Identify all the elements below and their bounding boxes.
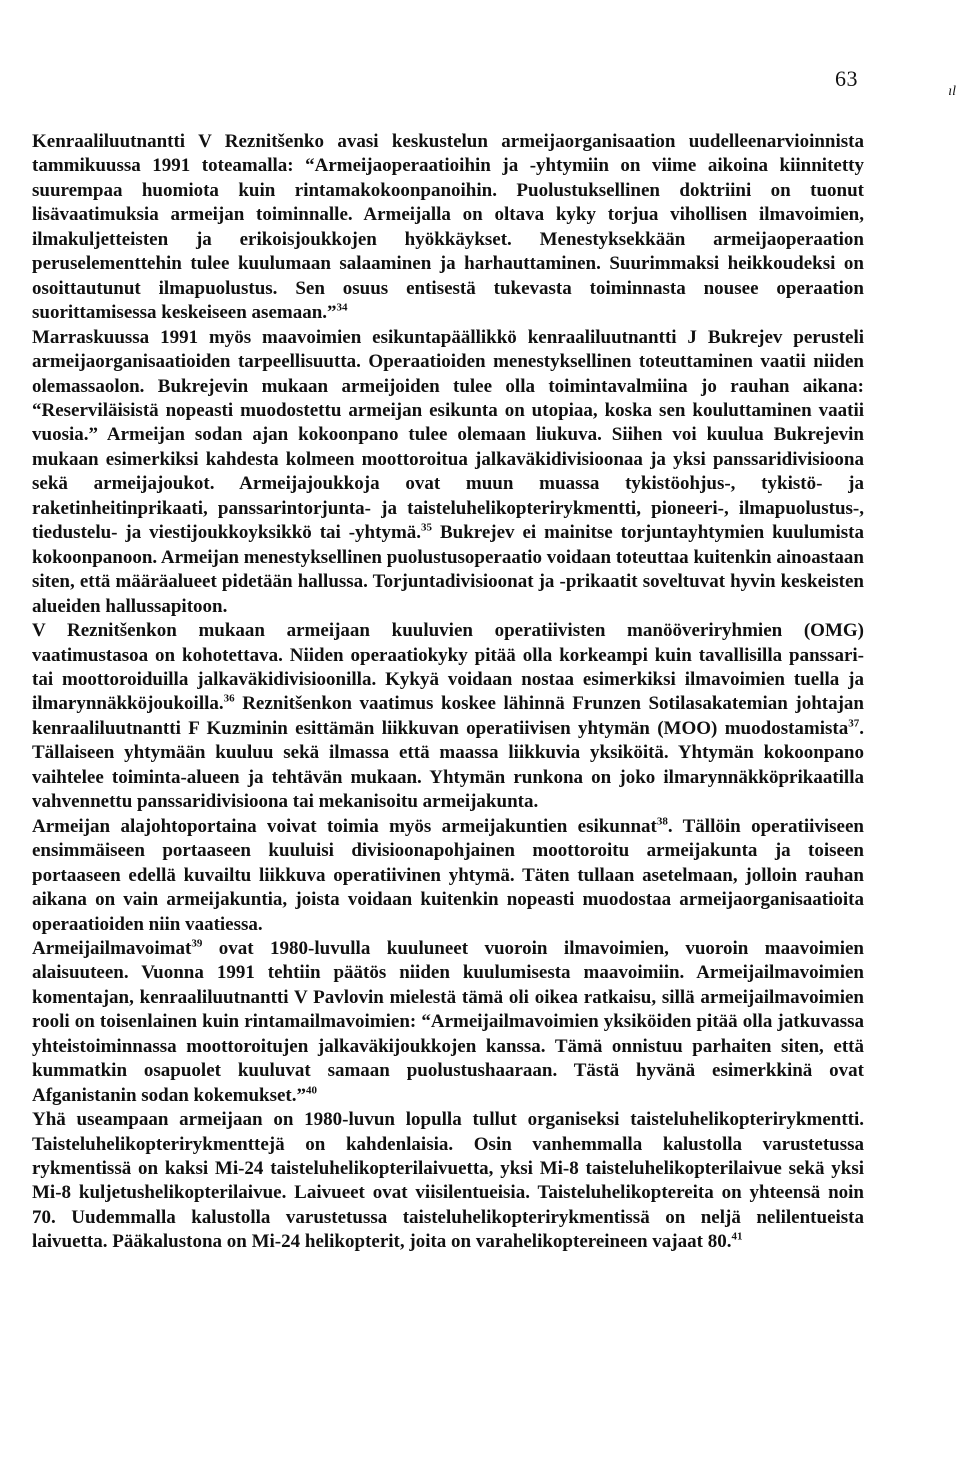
page-number: 63 [835, 66, 858, 91]
paragraph [32, 815, 864, 937]
paragraph-text: Armeijailmavoimat [32, 937, 192, 959]
paragraph-text: . Tällöin operatiiviseen ensimmäiseen portaaseen kuuluisi divisioonapohjainen moottoroitu armeijakunta ja toiseen portaaseen edellä kuvailtu liikkuva operatiivinen yhtymä. Täten tullaan asetelmaan, jolloin rauhan aikana on vain armeijakuntia, joista voidaan kuitenkin nopeasti muodostaa armeijaorganisaatioita operaatioiden niin vaatiessa. [32, 815, 864, 935]
paragraph [32, 937, 864, 1108]
footnote-ref: 39 [191, 937, 203, 950]
footnote-ref: 34 [336, 301, 348, 314]
footnote-ref: 36 [223, 693, 235, 706]
paragraph-text: Marraskuussa 1991 myös maavoimien esikuntapäällikkö kenraaliluutnantti J Bukrejev perusteli armeijaorganisaatioiden tarpeellisuutta. Operaatioiden menestyksellinen toteuttaminen vaatii niiden olemassaolon. Bukrejevin mukaan armeijoiden tulee olla toimintavalmiina jo rauhan aikana: “Reserviläisistä nopeasti muodostettu armeijan esikunta on utopiaa, koska sen kouluttaminen vaatii vuosia.” Armeijan sodan ajan kokoonpano tulee olemaan liukuva. Siihen voi kuulua Bukrejevin mukaan esimerkiksi kahdesta kolmeen moottoroitua jalkaväkidivisioonaa ja yksi panssaridivisioona sekä armeijajoukot. Armeijajoukkoja ovat muun muassa tykistöohjus-, tykistö- ja raketinheitinprikaati, panssarintorjunta- ja taisteluhelikopterirykmentti, pioneeri-, ilmapuolustus-, tiedustelu- ja viestijoukkoyksikkö tai -yhtymä. [32, 326, 864, 544]
paragraph-text: Yhä useampaan armeijaan on 1980-luvun lopulla tullut organiseksi taisteluhelikopterirykmentti. Taisteluhelikopterirykmenttejä on kahdenlaisia. Osin vanhemmalla kalustolla varustetussa rykmentissä on kaksi Mi-24 taisteluhelikopterilaivuetta, yksi Mi-8 taisteluhelikopterilaivue sekä yksi Mi-8 kuljetushelikopterilaivue. Laivueet ovat viisilentueisia. Taisteluhelikoptereita on yhteensä noin 70. Uudemmalla kalustolla varustetussa taisteluhelikopterirykmentissä on neljä nelilentueista laivuetta. Pääkalustona on Mi-24 helikopterit, joita on varahelikoptereineen vajaat 80. [32, 1109, 864, 1253]
paragraph-text: V Reznitšenkon mukaan armeijaan kuuluvien operatiivisten manööveriryhmien (OMG) vaatimustasoa on kohotettava. Niiden operaatiokyky pitää olla korkeampi kuin tavallisilla panssari- tai moottoroiduilla jalkaväkidivisioonilla. Kykyä voidaan nostaa esimerkiksi ilmavoimien tuella ja ilmarynnäkköjoukoilla. [32, 620, 864, 715]
paragraph [32, 326, 864, 619]
paragraph [32, 619, 864, 815]
paragraph-text: Armeijan alajohtoportaina voivat toimia myös armeijakuntien esikunnat [32, 815, 657, 837]
paragraph [32, 130, 864, 326]
footnote-ref: 40 [306, 1084, 317, 1097]
paragraph-text: . Tällaiseen yhtymään kuuluu sekä ilmassa että maassa liikkuvia yksiköitä. Yhtymän kokoonpano vaihtelee toiminta-alueen ja tehtävän mukaan. Yhtymän runkona on joko ilmarynnäkköprikaatilla vahvennettu panssaridivisioona tai mekanisoitu armeijakunta. [32, 717, 864, 813]
body-text [32, 130, 864, 1255]
footnote-ref: 35 [421, 521, 433, 534]
paragraph-text: Reznitšenkon vaatimus koskee lähinnä Frunzen Sotilasakatemian johtajan kenraaliluutnantti F Kuzminin esittämän liikkuvan operatiivisen yhtymän (MOO) muodostamista [32, 693, 864, 739]
footnote-ref: 38 [656, 815, 668, 828]
stray-mark: ıl [948, 84, 956, 99]
paragraph-text: Kenraaliluutnantti V Reznitšenko avasi keskustelun armeijaorganisaation uudelleenarvioinnista tammikuussa 1991 toteamalla: “Armeijaoperaatioihin ja -yhtymiin on viime aikoina kiinnitetty suurempaa huomiota kuin rintamakokoonpanoihin. Puolustuksellinen doktriini on tuonut lisävaatimuksia armeijan toiminnalle. Armeijalla on oltava kyky torjua vihollisen ilmavoimien, ilmakuljetteisten ja erikoisjoukkojen hyökkäykset. Menestyksekkään armeijaoperaation peruselementtehin tulee kuulumaan salaaminen ja harhauttaminen. Suurimmaksi heikkoudeksi on osoittautunut ilmapuolustus. Sen osuus entisestä tukevasta toiminnasta nousee operaation suorittamisessa keskeiseen asemaan.” [32, 131, 864, 324]
footnote-ref: 37 [848, 717, 860, 730]
paragraph-text: Bukrejev ei mainitse torjuntayhtymien kuulumista kokoonpanoon. Armeijan menestyksellinen puolustusoperaatio voidaan toteuttaa kuitenkin ainoastaan siten, että määräalueet pidetään hallussa. Torjuntadivisioonat ja -prikaatit soveltuvat hyvin keskeisten alueiden hallussapitoon. [32, 522, 864, 617]
paragraph-text: ovat 1980-luvulla kuuluneet vuoroin ilmavoimien, vuoroin maavoimien alaisuuteen. Vuonna 1991 tehtiin päätös niiden kuulumisesta maavoimiin. Armeijailmavoimien komentajan, kenraaliluutnantti V Pavlovin mielestä tämä oli oikea ratkaisu, sillä armeijailmavoimien rooli on toisenlainen kuin rintamailmavoimien: “Armeijailmavoimien yksiköiden pitää olla jatkuvassa yhteistoiminnassa moottoroitujen jalkaväkijoukkojen kanssa. Tämä onnistuu parhaiten siten, että kummatkin osapuolet kuuluvat samaan puolustushaaraan. Tästä hyvänä esimerkkinä ovat Afganistanin sodan kokemukset.” [32, 937, 864, 1106]
footnote-ref: 41 [731, 1231, 743, 1244]
paragraph [32, 1108, 864, 1255]
